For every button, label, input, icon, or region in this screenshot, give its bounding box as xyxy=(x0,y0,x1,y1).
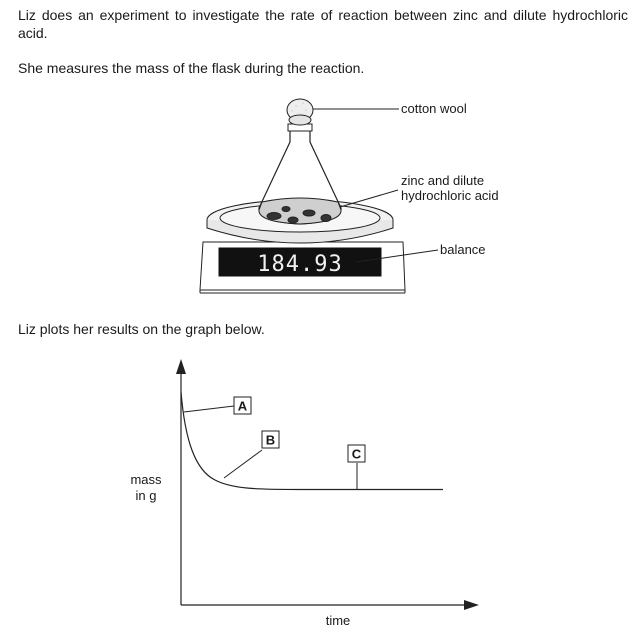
box-a-label: A xyxy=(237,398,248,414)
x-axis-label: time xyxy=(325,613,351,628)
label-zinc-acid-line1: zinc and dilute xyxy=(401,173,485,188)
measure-text: She measures the mass of the flask during the reaction. xyxy=(18,60,365,76)
box-b-label: B xyxy=(265,432,276,448)
display-reading: 184.93 xyxy=(257,252,343,277)
label-cotton-wool: cotton wool xyxy=(401,101,467,116)
plot-text: Liz plots her results on the graph below. xyxy=(18,321,265,337)
mass-curve xyxy=(181,392,443,490)
label-zinc-acid-line2: hydrochloric acid xyxy=(401,188,499,203)
y-axis-label-line2: in g xyxy=(135,488,157,503)
box-c-label: C xyxy=(351,446,362,462)
graph xyxy=(176,359,479,610)
cotton-wool xyxy=(287,99,313,125)
intro-text: Liz does an experiment to investigate the rate of reaction between zinc and dilute hydrochloric acid. xyxy=(18,7,628,41)
y-axis-label-line1: mass xyxy=(130,472,162,487)
label-balance: balance xyxy=(440,242,486,257)
